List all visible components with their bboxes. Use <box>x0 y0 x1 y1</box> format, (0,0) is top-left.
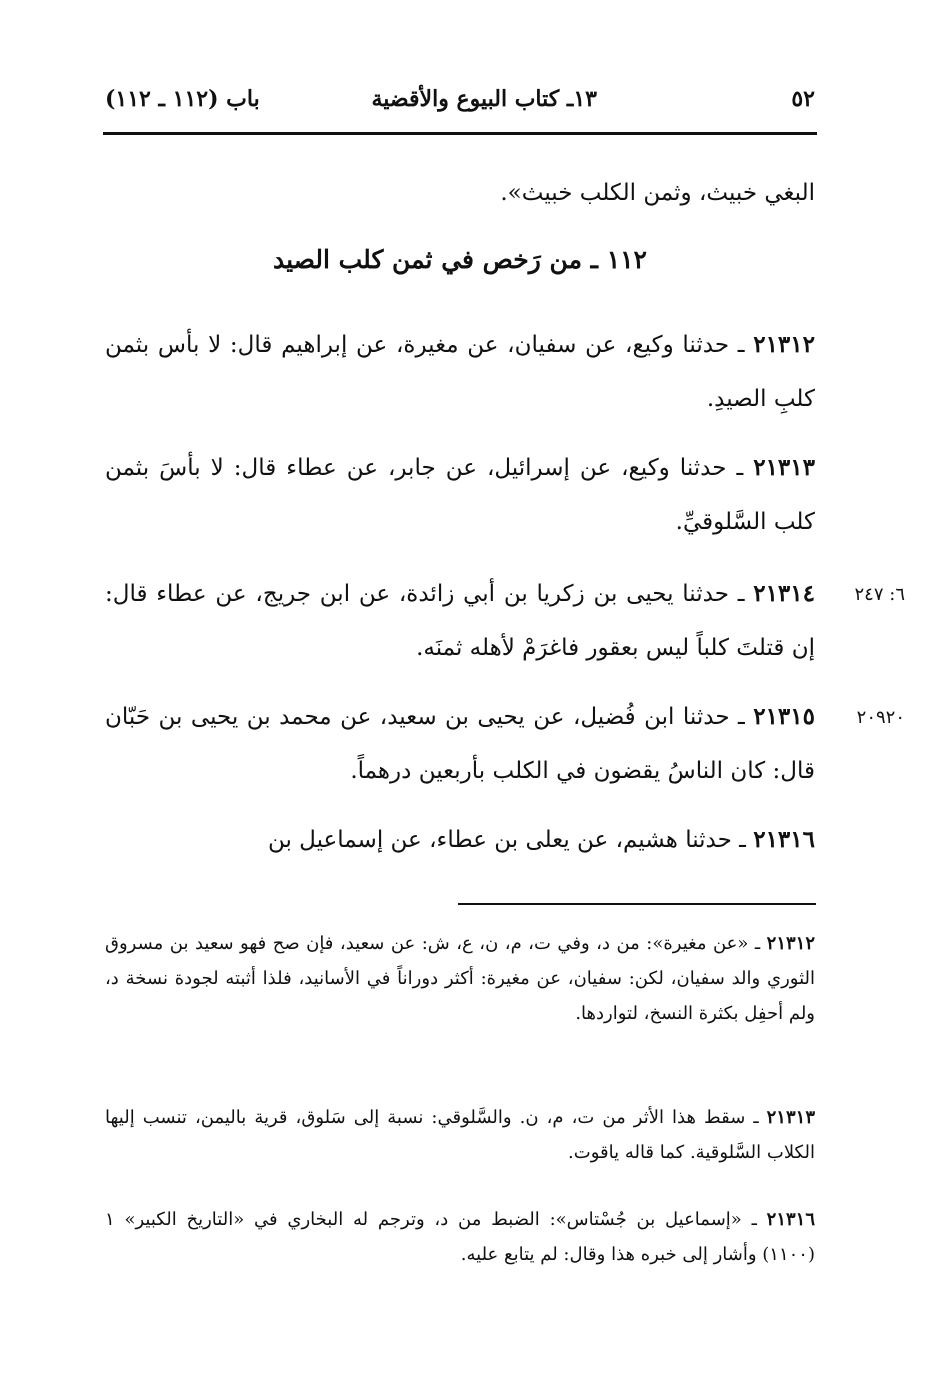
hadith-text: ـ حدثنا يحيى بن زكريا بن أبي زائدة، عن ابن جريج، عن عطاء قال: إن قتلتَ كلباً ليس بعقور فاغرَمْ لأهله ثمنَه. <box>105 581 815 661</box>
footnote-text: ـ «إسماعيل بن جُسْتاس»: الضبط من د، وترجم له البخاري في «التاريخ الكبير» ١ (١١٠٠) وأشار إلى خبره هذا وقال: لم يتابع عليه. <box>105 1209 815 1265</box>
hadith-number: ٢١٣١٢ <box>753 331 815 358</box>
footnote-number: ٢١٣١٣ <box>766 1107 815 1128</box>
hadith-entry <box>105 567 815 675</box>
hadith-entry <box>105 318 815 426</box>
footnote-text: ـ «عن مغيرة»: من د، وفي ت، م، ن، ع، ش: عن سعيد، فإن صح فهو سعيد بن مسروق الثوري والد سفيان، لكن: سفيان، عن مغيرة: أكثر دوراناً في الأسانيد، فلذا أثبته لجودة نسخة د، ولم أحفِل بكثرة النسخ، لتواردها. <box>105 933 815 1024</box>
margin-reference: ٢٠٩٢٠ <box>856 707 905 728</box>
chapter-heading: ١١٢ ـ من رَخص في ثمن كلب الصيد <box>273 245 647 274</box>
hadith-number: ٢١٣١٦ <box>753 826 815 853</box>
hadith-entry <box>105 441 815 549</box>
running-header <box>105 86 815 126</box>
chapter-range: باب (١١٢ ـ ١١٢) <box>105 86 260 112</box>
hadith-text: ـ حدثنا وكيع، عن إسرائيل، عن جابر، عن عطاء قال: لا بأسَ بثمن كلب السَّلوقيِّ. <box>105 455 815 535</box>
footnote-number: ٢١٣١٢ <box>766 933 815 954</box>
book-title: ١٣ـ كتاب البيوع والأقضية <box>371 86 597 112</box>
continuation-text: البغي خبيث، وثمن الكلب خبيث». <box>500 180 815 206</box>
hadith-entry <box>105 690 815 798</box>
hadith-number: ٢١٣١٣ <box>753 454 815 481</box>
footnote <box>105 1100 815 1170</box>
margin-reference: ٦: ٢٤٧ <box>854 584 905 605</box>
hadith-number: ٢١٣١٤ <box>753 580 815 607</box>
hadith-text: ـ حدثنا هشيم، عن يعلى بن عطاء، عن إسماعيل بن <box>267 827 746 853</box>
hadith-number: ٢١٣١٥ <box>753 703 815 730</box>
footnote <box>105 1202 815 1272</box>
footnote-text: ـ سقط هذا الأثر من ت، م، ن. والسَّلوقي: نسبة إلى سَلوق، قرية باليمن، تنسب إليها الكلاب السَّلوقية. كما قاله ياقوت. <box>105 1107 815 1163</box>
footnote-rule <box>458 903 816 905</box>
footnote <box>105 926 815 1031</box>
footnote-number: ٢١٣١٦ <box>766 1209 815 1230</box>
hadith-entry <box>105 813 815 867</box>
hadith-text: ـ حدثنا وكيع، عن سفيان، عن مغيرة، عن إبراهيم قال: لا بأس بثمن كلبِ الصيدِ. <box>105 332 815 412</box>
page-number: ٥٢ <box>791 86 815 112</box>
hadith-text: ـ حدثنا ابن فُضيل، عن يحيى بن سعيد، عن محمد بن يحيى بن حَبّان قال: كان الناسُ يقضون في الكلب بأربعين درهماً. <box>105 704 815 784</box>
header-rule <box>103 132 817 135</box>
